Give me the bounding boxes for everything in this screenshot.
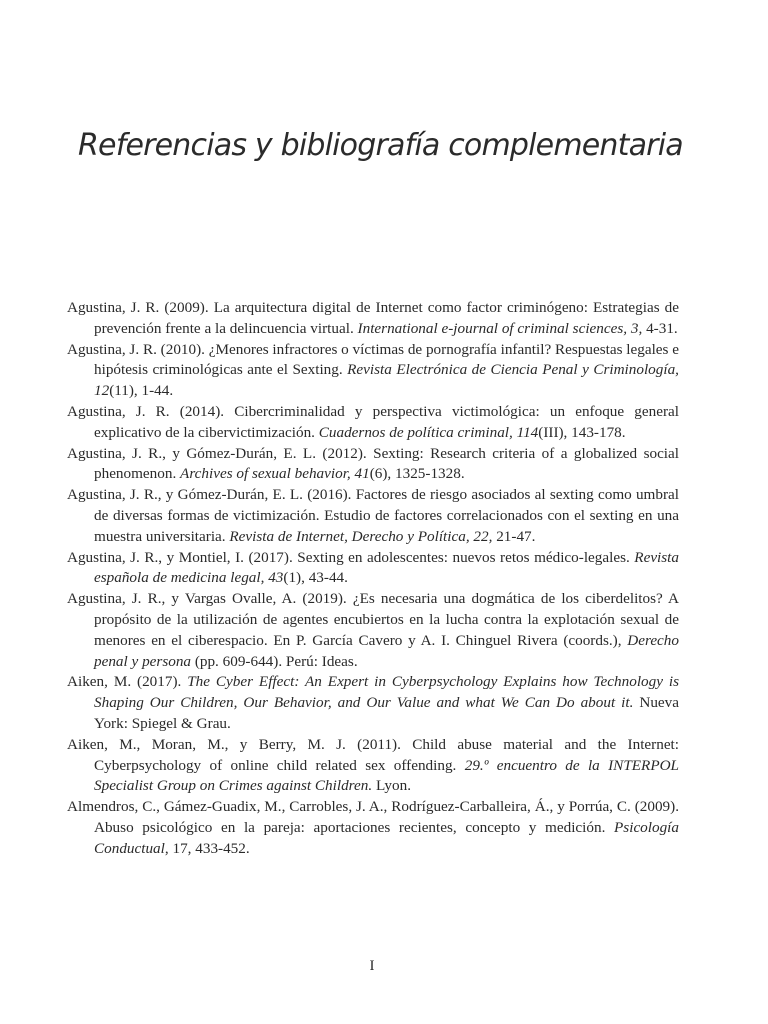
reference-text: 21-47. [492,527,536,545]
reference-text: Agustina, J. R., y Vargas Ovalle, A. (2019). ¿Es necesaria una dogmática de los ciberdelitos? A propósito de la utilización de agentes encubiertos en la lucha contra la explotación sexual de menores en el ciberespacio. En P. García Cavero y A. I. Chinguel Rivera (coords.), [67,590,679,649]
reference-item [67,797,679,859]
reference-text: Aiken, M. (2017). [67,673,188,691]
reference-text: (pp. 609-644). Perú: Ideas. [191,652,358,670]
reference-item [67,548,679,590]
reference-text: Aiken, M., Moran, M., y Berry, M. J. (2011). Child abuse material and the Internet: Cyberpsychology of online child related sex offending. [67,735,679,774]
reference-item [67,672,679,734]
reference-item [67,589,679,672]
reference-source: 29.º encuentro de la INTERPOL Specialist Group on Crimes against Children. [94,756,680,795]
reference-text: Agustina, J. R. (2014). Cibercriminalidad y perspectiva victimológica: un enfoque general explicativo de la cibervictimización. [67,402,679,441]
reference-source: Revista Electrónica de Ciencia Penal y Criminología, 12 [94,361,679,400]
reference-item [67,735,679,797]
reference-source: Cuadernos de política criminal, 114 [318,423,539,441]
reference-item [67,340,679,402]
reference-source: The Cyber Effect: An Expert in Cyberpsychology Explains how Technology is Shaping Our Children, Our Behavior, and Our Value and what We Can Do about it. [94,673,679,712]
reference-item [67,485,679,547]
reference-text: (11), 1-44. [109,382,174,400]
reference-text: Agustina, J. R. (2009). La arquitectura digital de Internet como factor criminógeno: Estrategias de prevención frente a la delincuencia virtual. [67,299,679,337]
reference-item [67,402,679,444]
reference-text: Agustina, J. R., y Montiel, I. (2017). Sexting en adolescentes: nuevos retos médico-legales. [67,548,635,566]
reference-text: Agustina, J. R., y Gómez-Durán, E. L. (2016). Factores de riesgo asociados al sexting como umbral de diversas formas de victimización. Estudio de factores correlacionados con el sexting en una muestra universitaria. [67,486,679,545]
reference-source: Psicología Conductual [94,818,679,857]
reference-text: (III), 143-178. [538,423,626,441]
reference-source: International e-journal of criminal sciences, 3, [357,319,643,337]
reference-source: Revista de Internet, Derecho y Política, 22, [229,527,493,545]
reference-item [67,444,679,486]
reference-list [67,298,679,860]
reference-text: (6), 1325-1328. [369,465,465,483]
reference-source: Revista española de medicina legal, 43 [94,548,679,587]
reference-text: Agustina, J. R., y Gómez-Durán, E. L. (2012). Sexting: Research criteria of a globalized social phenomenon. [67,444,679,483]
reference-source: Derecho penal y persona [94,631,679,670]
reference-source: Archives of sexual behavior, 41 [180,465,370,483]
page-title: Referencias y bibliografía complementaria [78,128,683,163]
reference-text: 4-31. [642,319,678,337]
reference-item [67,298,679,340]
reference-text: , 17, 433-452. [164,839,250,857]
reference-text: Lyon. [372,777,411,795]
page-number: I [369,958,375,974]
reference-text: Almendros, C., Gámez-Guadix, M., Carrobles, J. A., Rodríguez-Carballeira, Á., y Porrúa, C. (2009). Abuso psicológico en la pareja: aportaciones recientes, concepto y medición. [67,798,679,836]
reference-text: (1), 43-44. [283,569,348,587]
reference-text: Nueva York: Spiegel & Grau. [94,694,680,732]
reference-text: Agustina, J. R. (2010). ¿Menores infractores o víctimas de pornografía infantil? Respuestas legales e hipótesis criminológicas ante el Sexting. [67,340,679,379]
